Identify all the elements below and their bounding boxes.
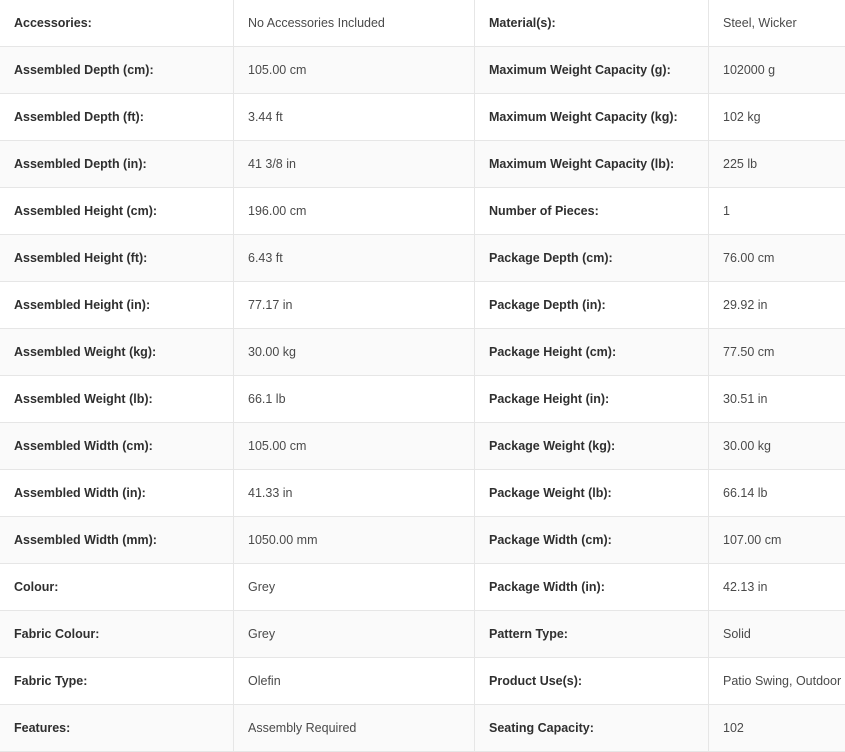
spec-label-right: Package Depth (in): bbox=[475, 282, 709, 329]
spec-label-right: Package Height (in): bbox=[475, 376, 709, 423]
table-row bbox=[0, 141, 845, 188]
table-row bbox=[0, 564, 845, 611]
spec-value-left: No Accessories Included bbox=[234, 0, 475, 47]
spec-label-right: Number of Pieces: bbox=[475, 188, 709, 235]
spec-value-left: 6.43 ft bbox=[234, 235, 475, 282]
spec-label-right: Maximum Weight Capacity (lb): bbox=[475, 141, 709, 188]
table-row bbox=[0, 282, 845, 329]
table-row bbox=[0, 329, 845, 376]
spec-label-right: Maximum Weight Capacity (kg): bbox=[475, 94, 709, 141]
spec-label-right: Material(s): bbox=[475, 0, 709, 47]
spec-label-right: Package Weight (kg): bbox=[475, 423, 709, 470]
spec-value-left: 3.44 ft bbox=[234, 94, 475, 141]
spec-value-left: Grey bbox=[234, 564, 475, 611]
table-row bbox=[0, 658, 845, 705]
spec-value-left: 41.33 in bbox=[234, 470, 475, 517]
spec-value-left: 30.00 kg bbox=[234, 329, 475, 376]
spec-value-left: Grey bbox=[234, 611, 475, 658]
spec-label-left: Assembled Depth (cm): bbox=[0, 47, 234, 94]
spec-label-right: Pattern Type: bbox=[475, 611, 709, 658]
spec-label-left: Assembled Height (in): bbox=[0, 282, 234, 329]
spec-value-right: 30.51 in bbox=[709, 376, 845, 423]
spec-label-left: Assembled Weight (kg): bbox=[0, 329, 234, 376]
spec-label-right: Product Use(s): bbox=[475, 658, 709, 705]
spec-value-left: 66.1 lb bbox=[234, 376, 475, 423]
spec-label-left: Accessories: bbox=[0, 0, 234, 47]
spec-label-left: Assembled Depth (in): bbox=[0, 141, 234, 188]
table-row bbox=[0, 705, 845, 752]
spec-value-right: 107.00 cm bbox=[709, 517, 845, 564]
spec-value-right: 76.00 cm bbox=[709, 235, 845, 282]
spec-label-left: Assembled Width (cm): bbox=[0, 423, 234, 470]
spec-label-right: Package Height (cm): bbox=[475, 329, 709, 376]
table-row bbox=[0, 0, 845, 47]
spec-label-left: Assembled Weight (lb): bbox=[0, 376, 234, 423]
spec-value-right: 66.14 lb bbox=[709, 470, 845, 517]
spec-label-left: Colour: bbox=[0, 564, 234, 611]
spec-value-right: 102 kg bbox=[709, 94, 845, 141]
spec-label-left: Assembled Height (ft): bbox=[0, 235, 234, 282]
spec-value-right: Patio Swing, Outdoor bbox=[709, 658, 845, 705]
spec-label-left: Assembled Width (mm): bbox=[0, 517, 234, 564]
spec-label-right: Package Depth (cm): bbox=[475, 235, 709, 282]
table-row bbox=[0, 611, 845, 658]
spec-label-right: Seating Capacity: bbox=[475, 705, 709, 752]
spec-value-right: 1 bbox=[709, 188, 845, 235]
spec-value-left: 1050.00 mm bbox=[234, 517, 475, 564]
spec-label-left: Assembled Width (in): bbox=[0, 470, 234, 517]
table-row bbox=[0, 376, 845, 423]
spec-label-left: Fabric Type: bbox=[0, 658, 234, 705]
spec-label-left: Fabric Colour: bbox=[0, 611, 234, 658]
spec-label-right: Package Width (in): bbox=[475, 564, 709, 611]
spec-value-right: 102 bbox=[709, 705, 845, 752]
spec-value-right: 77.50 cm bbox=[709, 329, 845, 376]
table-row bbox=[0, 470, 845, 517]
spec-value-right: 225 lb bbox=[709, 141, 845, 188]
table-row bbox=[0, 47, 845, 94]
spec-label-right: Package Width (cm): bbox=[475, 517, 709, 564]
spec-value-left: 77.17 in bbox=[234, 282, 475, 329]
table-row bbox=[0, 235, 845, 282]
spec-value-left: Assembly Required bbox=[234, 705, 475, 752]
spec-label-left: Features: bbox=[0, 705, 234, 752]
table-row bbox=[0, 94, 845, 141]
spec-label-right: Maximum Weight Capacity (g): bbox=[475, 47, 709, 94]
table-row bbox=[0, 517, 845, 564]
spec-value-right: 29.92 in bbox=[709, 282, 845, 329]
table-row bbox=[0, 188, 845, 235]
spec-value-right: 102000 g bbox=[709, 47, 845, 94]
spec-label-right: Package Weight (lb): bbox=[475, 470, 709, 517]
spec-value-right: 30.00 kg bbox=[709, 423, 845, 470]
spec-value-left: Olefin bbox=[234, 658, 475, 705]
table-row bbox=[0, 423, 845, 470]
spec-label-left: Assembled Height (cm): bbox=[0, 188, 234, 235]
spec-value-left: 105.00 cm bbox=[234, 47, 475, 94]
spec-value-right: Solid bbox=[709, 611, 845, 658]
spec-value-left: 196.00 cm bbox=[234, 188, 475, 235]
spec-label-left: Assembled Depth (ft): bbox=[0, 94, 234, 141]
spec-value-right: Steel, Wicker bbox=[709, 0, 845, 47]
spec-value-left: 105.00 cm bbox=[234, 423, 475, 470]
spec-value-right: 42.13 in bbox=[709, 564, 845, 611]
spec-value-left: 41 3/8 in bbox=[234, 141, 475, 188]
